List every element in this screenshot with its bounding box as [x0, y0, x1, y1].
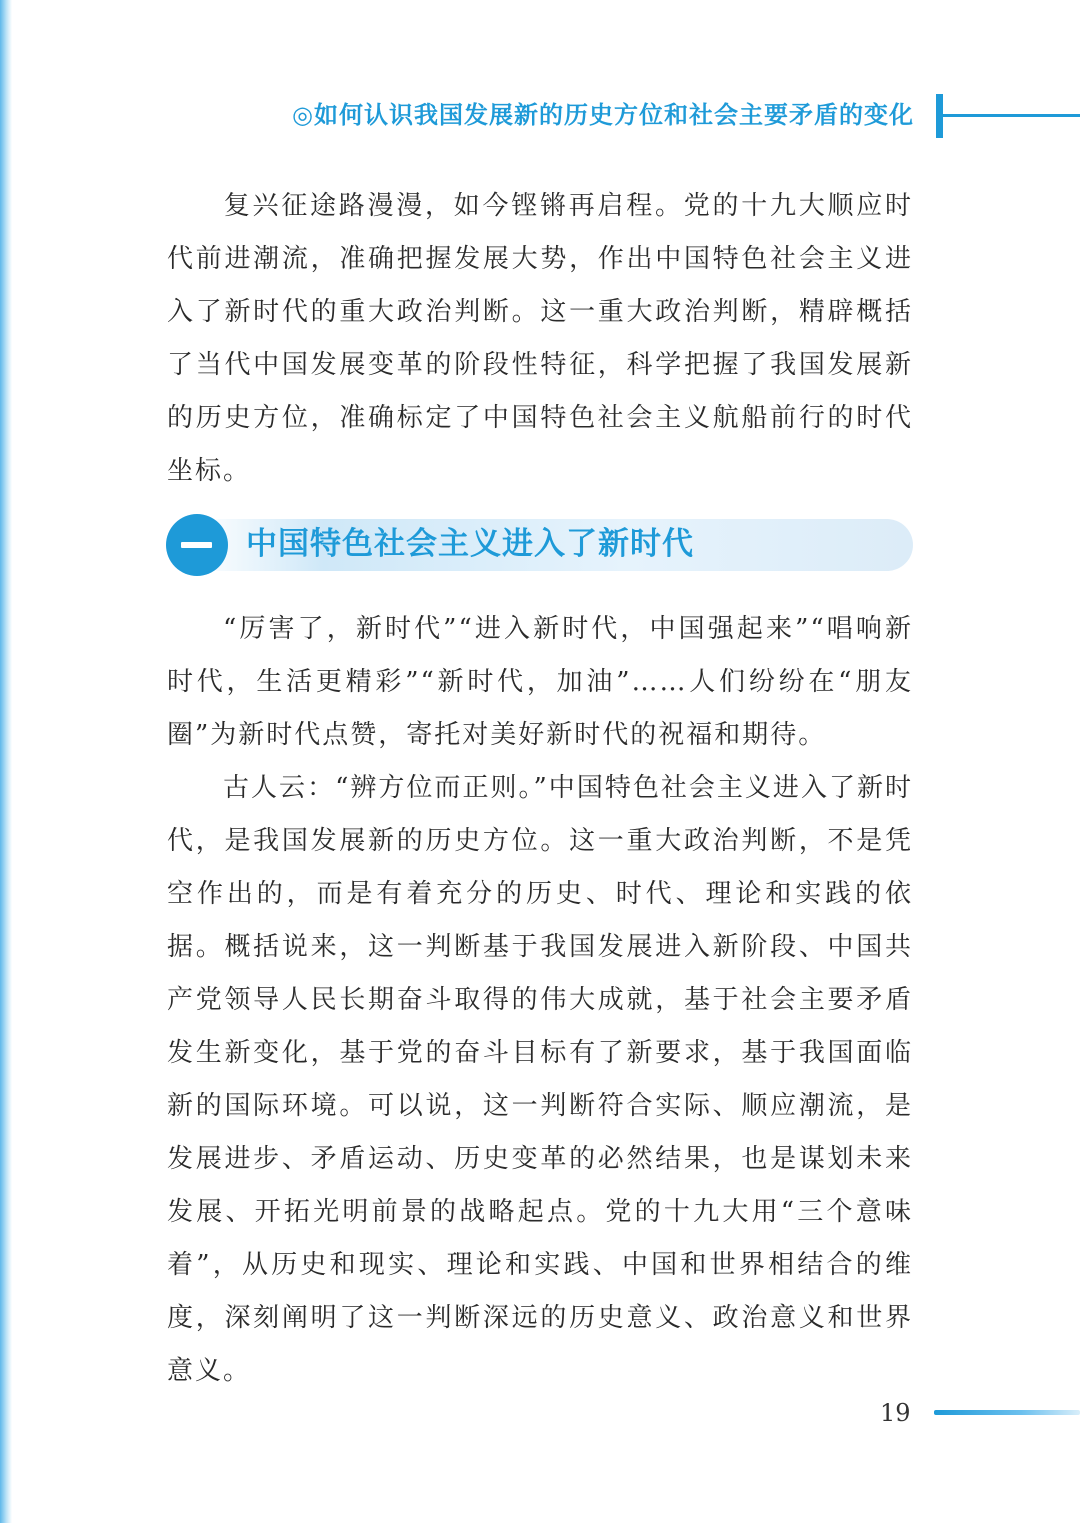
header-accent-line — [943, 114, 1080, 117]
page-number: 19 — [880, 1399, 911, 1427]
footer-accent-line — [934, 1410, 1080, 1415]
body-paragraph-3 — [167, 762, 913, 1398]
body-paragraph-1 — [167, 180, 913, 498]
paragraph-text: 复兴征途路漫漫，如今铿锵再启程。党的十九大顺应时代前进潮流，准确把握发展大势，作出中国特色社会主义进入了新时代的重大政治判断。这一重大政治判断，精辟概括了当代中国发展变革的阶段性特征，科学把握了我国发展新的历史方位，准确标定了中国特色社会主义航船前行的时代坐标。 — [167, 191, 913, 486]
left-edge-decoration — [0, 0, 12, 1523]
running-header-title: ◎如何认识我国发展新的历史方位和社会主要矛盾的变化 — [292, 101, 914, 129]
section-number-one-glyph — [181, 542, 212, 548]
section-heading-title: 中国特色社会主义进入了新时代 — [246, 526, 694, 562]
header-accent-bar — [936, 94, 943, 138]
paragraph-text: 古人云：“辨方位而正则。”中国特色社会主义进入了新时代，是我国发展新的历史方位。这一重大政治判断，不是凭空作出的，而是有着充分的历史、时代、理论和实践的依据。概括说来，这一判断基于我国发展进入新阶段、中国共产党领导人民长期奋斗取得的伟大成就，基于社会主要矛盾发生新变化，基于党的奋斗目标有了新要求，基于我国面临新的国际环境。可以说，这一判断符合实际、顺应潮流，是发展进步、矛盾运动、历史变革的必然结果，也是谋划未来发展、开拓光明前景的战略起点。党的十九大用“三个意味着”，从历史和现实、理论和实践、中国和世界相结合的维度，深刻阐明了这一判断深远的历史意义、政治意义和世界意义。 — [167, 773, 913, 1386]
body-paragraph-2 — [167, 603, 913, 762]
paragraph-text: “厉害了，新时代”“进入新时代，中国强起来”“唱响新时代，生活更精彩”“新时代，加油”……人们纷纷在“朋友圈”为新时代点赞，寄托对美好新时代的祝福和期待。 — [167, 614, 913, 750]
section-heading-banner — [166, 514, 913, 574]
section-number-circle — [166, 514, 228, 576]
